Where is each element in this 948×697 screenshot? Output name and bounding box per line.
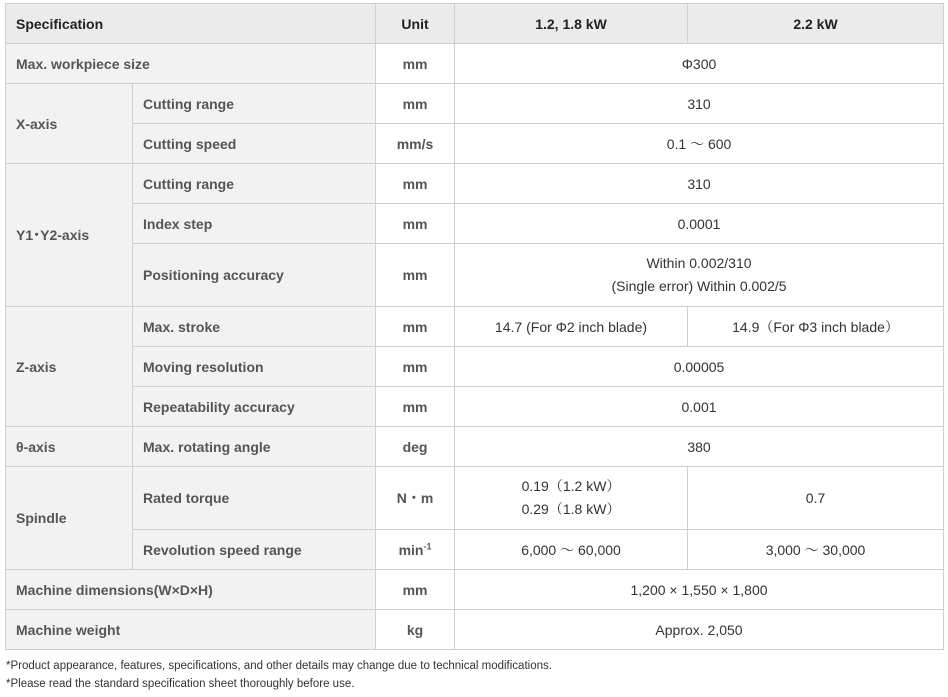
value-spindle-torque-1-line2: 0.29（1.8 kW） bbox=[521, 501, 621, 517]
value-y-positioning-line2: (Single error) Within 0.002/5 bbox=[611, 278, 787, 294]
row-x-cutting-range bbox=[6, 84, 944, 124]
row-max-workpiece bbox=[6, 44, 944, 84]
label-y-positioning: Positioning accuracy bbox=[133, 244, 376, 307]
footnote-1: *Product appearance, features, specifications, and other details may change due to technical modifications. bbox=[6, 660, 552, 672]
value-weight: Approx. 2,050 bbox=[455, 610, 944, 650]
row-spindle-torque bbox=[6, 467, 944, 530]
unit-z-repeatability: mm bbox=[376, 387, 455, 427]
unit-z-max-stroke: mm bbox=[376, 307, 455, 347]
spec-table bbox=[5, 3, 944, 650]
footnotes bbox=[6, 657, 552, 693]
label-dimensions: Machine dimensions(W×D×H) bbox=[6, 570, 376, 610]
label-max-workpiece: Max. workpiece size bbox=[6, 44, 376, 84]
row-x-cutting-speed bbox=[6, 124, 944, 164]
value-y-cutting-range: 310 bbox=[455, 164, 944, 204]
label-theta-axis: θ-axis bbox=[6, 427, 133, 467]
value-max-workpiece: Φ300 bbox=[455, 44, 944, 84]
unit-spindle-speed-sup: -1 bbox=[423, 540, 432, 551]
unit-y-positioning: mm bbox=[376, 244, 455, 307]
row-z-repeatability bbox=[6, 387, 944, 427]
footnote-2: *Please read the standard specification sheet thoroughly before use. bbox=[6, 678, 355, 690]
label-y-cutting-range: Cutting range bbox=[133, 164, 376, 204]
label-spindle-torque: Rated torque bbox=[133, 467, 376, 530]
unit-y-index-step: mm bbox=[376, 204, 455, 244]
row-y-cutting-range bbox=[6, 164, 944, 204]
value-spindle-torque-1-line1: 0.19（1.2 kW） bbox=[521, 478, 621, 494]
value-z-max-stroke-2: 14.9（For Φ3 inch blade） bbox=[688, 307, 944, 347]
unit-spindle-speed-base: min bbox=[398, 541, 424, 558]
unit-x-cutting-speed: mm/s bbox=[376, 124, 455, 164]
header-col-2-2kw: 2.2 kW bbox=[688, 4, 944, 44]
unit-spindle-torque: N・m bbox=[376, 467, 455, 530]
value-dimensions: 1,200 × 1,550 × 1,800 bbox=[455, 570, 944, 610]
label-y-index-step: Index step bbox=[133, 204, 376, 244]
value-spindle-speed-1: 6,000 ～ 60,000 bbox=[455, 530, 688, 570]
value-y-index-step: 0.0001 bbox=[455, 204, 944, 244]
row-z-moving-res bbox=[6, 347, 944, 387]
value-x-cutting-range: 310 bbox=[455, 84, 944, 124]
value-y-positioning bbox=[455, 244, 944, 307]
value-z-repeatability: 0.001 bbox=[455, 387, 944, 427]
unit-dimensions: mm bbox=[376, 570, 455, 610]
unit-theta-max-angle: deg bbox=[376, 427, 455, 467]
row-dimensions bbox=[6, 570, 944, 610]
label-y-axis: Y1･Y2-axis bbox=[6, 164, 133, 307]
row-z-max-stroke bbox=[6, 307, 944, 347]
unit-weight: kg bbox=[376, 610, 455, 650]
unit-spindle-speed bbox=[376, 530, 455, 570]
unit-max-workpiece: mm bbox=[376, 44, 455, 84]
unit-y-cutting-range: mm bbox=[376, 164, 455, 204]
label-weight: Machine weight bbox=[6, 610, 376, 650]
label-z-max-stroke: Max. stroke bbox=[133, 307, 376, 347]
label-theta-max-angle: Max. rotating angle bbox=[133, 427, 376, 467]
row-weight bbox=[6, 610, 944, 650]
value-z-max-stroke-1: 14.7 (For Φ2 inch blade) bbox=[455, 307, 688, 347]
row-theta-max-angle bbox=[6, 427, 944, 467]
label-x-cutting-speed: Cutting speed bbox=[133, 124, 376, 164]
value-theta-max-angle: 380 bbox=[455, 427, 944, 467]
value-z-moving-res: 0.00005 bbox=[455, 347, 944, 387]
value-y-positioning-line1: Within 0.002/310 bbox=[646, 255, 752, 271]
header-unit: Unit bbox=[376, 4, 455, 44]
value-spindle-torque-1 bbox=[455, 467, 688, 530]
unit-z-moving-res: mm bbox=[376, 347, 455, 387]
label-spindle-speed: Revolution speed range bbox=[133, 530, 376, 570]
label-z-axis: Z-axis bbox=[6, 307, 133, 427]
label-x-axis: X-axis bbox=[6, 84, 133, 164]
header-specification: Specification bbox=[6, 4, 376, 44]
label-z-moving-res: Moving resolution bbox=[133, 347, 376, 387]
header-col-1-2-1-8kw: 1.2, 1.8 kW bbox=[455, 4, 688, 44]
unit-x-cutting-range: mm bbox=[376, 84, 455, 124]
value-x-cutting-speed: 0.1 ～ 600 bbox=[455, 124, 944, 164]
label-spindle: Spindle bbox=[6, 467, 133, 570]
value-spindle-torque-2: 0.7 bbox=[688, 467, 944, 530]
value-spindle-speed-2: 3,000 ～ 30,000 bbox=[688, 530, 944, 570]
label-x-cutting-range: Cutting range bbox=[133, 84, 376, 124]
row-spindle-speed bbox=[6, 530, 944, 570]
row-y-index-step bbox=[6, 204, 944, 244]
label-z-repeatability: Repeatability accuracy bbox=[133, 387, 376, 427]
row-y-positioning bbox=[6, 244, 944, 307]
